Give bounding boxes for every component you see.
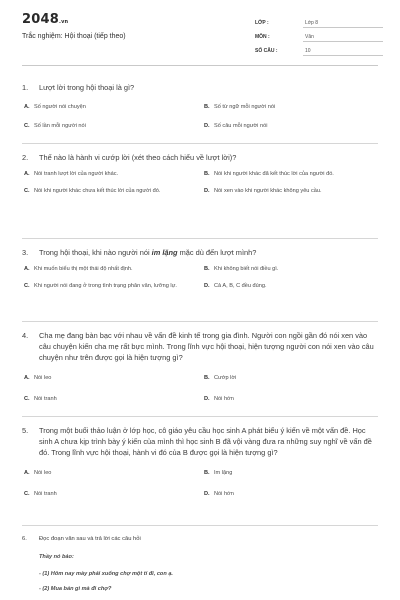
option-text: Số từ ngữ mỗi người nói [214,104,276,110]
question-5 [22,425,378,498]
passage-line: - (2) Mua bán gì mà đi chợ? [39,586,112,592]
meta-info [255,16,383,58]
option-text: Nói khi người khác chưa kết thúc lời của người đó. [34,187,161,194]
option-d[interactable] [202,395,376,404]
prompt-end: mặc dù đến lượt mình? [177,248,257,257]
passage-intro: Thầy nó bảo: [39,554,74,560]
question-6-text [22,534,378,545]
question-prompt [39,247,378,258]
option-letter: C. [24,282,30,289]
question-5-text [22,425,378,458]
meta-subject-row [255,30,383,44]
option-b[interactable] [202,265,376,274]
option-b[interactable] [202,469,376,478]
meta-subject-value: Văn [303,32,383,42]
question-number: 1. [22,83,29,92]
option-letter: A. [24,470,30,476]
question-number: 3. [22,248,29,257]
question-divider [22,321,378,322]
option-text: Khi người nói đang ở trong tình trạng phân vân, lưỡng lự. [34,282,177,289]
question-1 [22,82,378,130]
question-divider [22,416,378,417]
option-letter: D. [204,395,210,402]
option-c[interactable] [22,282,196,291]
header-divider [22,65,378,66]
question-number: 6. [22,536,27,542]
option-text: Nói tranh [34,490,57,497]
worksheet-header [22,12,382,66]
option-text: Im lặng [214,470,233,476]
question-prompt: Đọc đoạn văn sau và trả lời các câu hỏi [39,536,141,542]
option-text: Số câu mỗi người nói [214,122,268,129]
answer-options [22,469,378,498]
option-letter: C. [24,187,30,194]
answer-options [22,374,378,403]
option-c[interactable] [22,395,196,404]
meta-count-label: SỐ CÂU : [255,48,278,54]
option-d[interactable] [202,122,376,131]
question-6 [22,534,378,594]
question-1-text [22,82,378,93]
meta-count-value: 10 [303,46,383,56]
option-c[interactable] [22,490,196,499]
option-letter: A. [24,104,30,110]
option-d[interactable] [202,187,376,196]
answer-options [22,265,378,290]
question-prompt: Lượt lời trong hội thoại là gì? [39,83,135,92]
option-text: Cướp lời [214,375,237,381]
meta-class-label: LỚP : [255,20,269,26]
prompt-start: Trong hội thoại, khi nào người nói [39,248,152,257]
option-c[interactable] [22,122,196,131]
option-text: Nói tranh lượt lời của người khác. [34,171,119,177]
answer-options [22,103,378,130]
logo-suffix: .vn [58,19,69,25]
option-b[interactable] [202,170,376,179]
question-2 [22,152,378,195]
option-letter: C. [24,395,30,402]
option-letter: B. [204,470,210,476]
option-letter: B. [204,375,210,381]
option-letter: A. [24,375,30,381]
option-letter: B. [204,266,210,272]
meta-count-row [255,44,383,58]
question-prompt: Trong một buổi thảo luận ở lớp học, cô giáo yêu cầu học sinh A phát biểu ý kiến về một vấn đề. Học sinh A chưa kịp trình bày ý kiến của mình thì học sinh B đã vội vàng đưa ra những suy nghĩ về vấn đề đó. Trong lĩnh vực hội thoại, hành vi đó của B được gọi là hiện tượng gì? [39,426,372,457]
prompt-emphasis: im lặng [151,248,178,257]
option-text: Khi không biết nói điều gì. [214,266,279,272]
question-divider [22,238,378,239]
page-title: Trắc nghiệm: Hội thoại (tiếp theo) [22,33,126,40]
question-2-text [22,152,378,163]
question-divider [22,525,378,526]
option-text: Nói hớn [214,490,234,497]
question-3-text [22,247,378,258]
option-letter: D. [204,490,210,497]
option-a[interactable] [22,103,196,112]
option-d[interactable] [202,282,376,291]
option-text: Nói khi người khác đã kết thúc lời của người đó. [214,171,334,177]
question-4 [22,330,378,403]
question-prompt: Cha mẹ đang bàn bạc với nhau về vấn đề kinh tế trong gia đình. Người con ngồi gần đó nói xen vào câu chuyện kiến cha mẹ rất bực mình. Trong lĩnh vực hội thoại, hiện tượng người con nói xen vào câu chuyện như trên được gọi là hiện tượng gì? [39,331,374,362]
option-text: Số lần mỗi người nói [34,122,86,129]
option-letter: D. [204,187,210,194]
question-3 [22,247,378,290]
question-number: 4. [22,331,29,340]
option-a[interactable] [22,374,196,383]
logo-main: 2048 [22,12,59,27]
option-text: Nói leo [34,375,52,381]
option-d[interactable] [202,490,376,499]
option-text: Nói xen vào khi người khác không yêu cầu. [214,187,322,194]
question-number: 2. [22,153,29,162]
option-letter: A. [24,266,30,272]
option-letter: D. [204,282,210,289]
question-prompt: Thế nào là hành vi cướp lời (xét theo cách hiểu về lượt lời)? [39,153,237,162]
option-text: Số người nói chuyện [34,104,86,110]
option-b[interactable] [202,103,376,112]
option-text: Nói hớn [214,395,234,402]
option-letter: D. [204,122,210,129]
answer-options [22,170,378,195]
option-a[interactable] [22,469,196,478]
option-text: Nói leo [34,470,52,476]
option-text: Nói tranh [34,395,57,402]
question-divider [22,143,378,144]
option-letter: C. [24,122,30,129]
question-4-text [22,330,378,363]
option-c[interactable] [22,187,196,196]
meta-class-value: Lớp 8 [303,18,383,28]
passage-line: - (1) Hôm nay mày phải xuống chợ một tí đi, con ạ. [39,571,173,577]
option-text: Khi muốn biểu thị một thái độ nhất định. [34,266,133,272]
meta-subject-label: MÔN : [255,34,270,40]
option-letter: B. [204,104,210,110]
option-letter: B. [204,171,210,177]
option-a[interactable] [22,170,196,179]
option-letter: C. [24,490,30,497]
meta-class-row [255,16,383,30]
option-a[interactable] [22,265,196,274]
option-b[interactable] [202,374,376,383]
question-number: 5. [22,426,29,435]
option-text: Cả A, B, C đều đúng. [214,282,267,289]
option-letter: A. [24,171,30,177]
